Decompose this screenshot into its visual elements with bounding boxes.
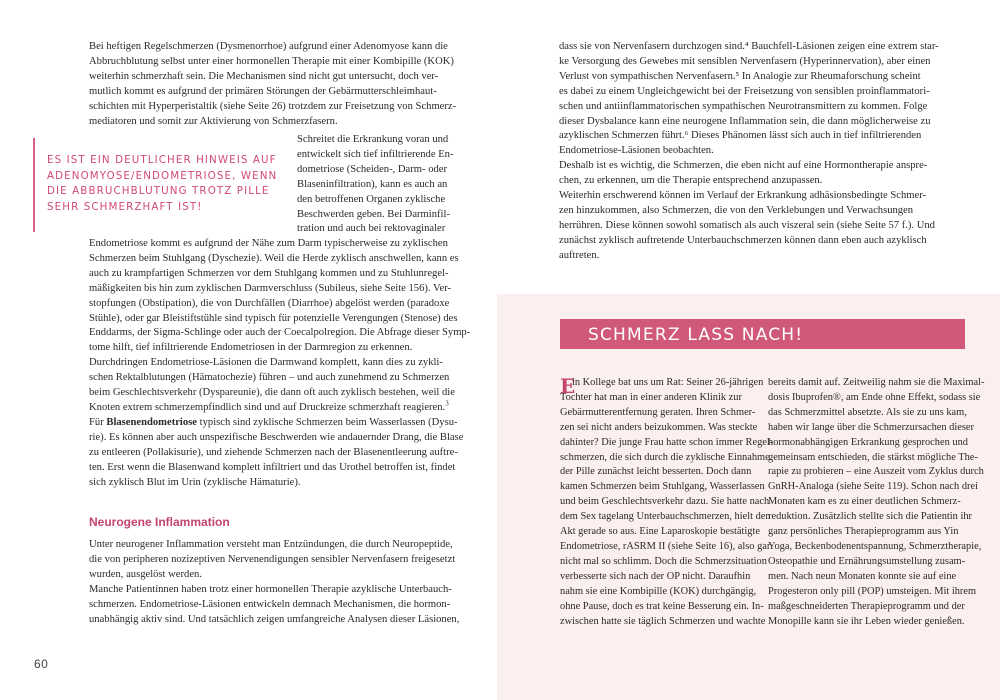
neurogenic-paragraph: Unter neurogener Inflammation versteht man Entzündungen, die durch Neuropeptide, die von peripheren nozizeptiven Nervenendigungen sensibler Nervenfasern freigesetzt wurden, ausgelöst werden. Manche Patientinnen haben trotz einer hormonellen Therapie azyklische Unterbauch- schmerzen. Endometriose-Läsionen entwickeln demnach Mechanismen, die hormon- unabhängig aktiv sind. Und tatsächlich zeigen umfangreiche Analysen dieser Läsionen, <box>89 539 460 625</box>
right-paragraph: dass sie von Nervenfasern durchzogen sind.⁴ Bauchfell-Läsionen zeigen eine extrem star- ke Versorgung des Gewebes mit sensiblen Nervenfasern (Hyperinnervation), aber einen Verlust von sympathischen Nervenfasern.⁵ In Analogie zur Rheumaforschung scheint es dabei zu einem Ungleichgewicht bei der Freisetzung von sensiblen proinflammatori- schen und antiinflammatorischen sympathischen Neurotransmittern zu kommen. Folge dieser Dysbalance kann eine neurogene Inflammation sein, die dann möglicherweise zu azyklischen Schmerzen führt.⁶ Dieses Phänomen lässt sich auch in tief infiltrierenden Endometriose-Läsionen beobachten. Deshalb ist es wichtig, die Schmerzen, die eben nicht auf eine Hormontherapie anspre- chen, zu erkennen, um die Therapie entsprechend anzupassen. Weiterhin erschwerend können im Verlauf der Erkrankung adhäsionsbedingte Schmer- zen hinzukommen, also Schmerzen, die von den Verklebungen und Verwachsungen herrühren. Diese können sowohl somatisch als auch viszeral sein (siehe Seite 57 f.). Und zunächst zyklisch auftretende Unterbauchschmerzen können dann eben auch azyklisch auftreten. <box>559 41 939 261</box>
narrow-paragraph: Schreitet die Erkrankung voran und entwickelt sich tief infiltrierende En- dometriose (Scheiden-, Darm- oder Blaseninfiltration), kann es auch an den betroffenen Organen zyklische Beschwerden geben. Bei Darminfil- tration und auch bei rektovaginaler <box>297 134 454 235</box>
bowel-paragraph: Endometriose kommt es aufgrund der Nähe zum Darm typischerweise zu zyklischen Schmerzen beim Stuhlgang (Dyschezie). Weil die Herde zyklisch anschwellen, kann es auch zu krampfartigen Schmerzen vor dem Stuhlgang kommen und zu Stuhlunregel- mäßigkeiten bis hin zum zyklischen Darmverschluss (Subileus, siehe Seite 156). Ver- stopfungen (Obstipation), die von Durchfällen (Diarrhoe) abgelöst werden (paradoxe Stühle), oder gar Bleistiftstühle sind typisch für potenzielle Verengungen (Stenose) des Enddarms, der Sigma-Schlinge oder auch der Coecalpolregion. Die Abfrage dieser Symp- tome hilft, tief infiltrierende Endometriosen in der Darmregion zu erkennen. Durchdringen Endometriose-Läsionen die Darmwand komplett, kann dies zu zykli- schen Rektalblutungen (Hämatochezie) führen – und auch zunehmend zu Schmerzen beim Geschlechtsverkehr (Dyspareunie), die dann oft auch zyklisch bestehen, weil die Knoten extrem schmerzempfindlich sind und auf Druckreize schmerzhaft reagieren.$^3$ Für Blasenendometriose typisch sind zyklische Schmerzen beim Wasserlassen (Dysu- rie). Es können aber auch unspezifische Beschwerden wie andauernder Drang, die Blase zu entleeren (Pollakisurie), und ziehende Schmerzen nach der Blasenentleerung auftre- ten. Erst wenn die Blasenwand komplett infiltriert und das Urothel betroffen ist, findet sich zyklisch Blut im Urin (zyklische Hämaturie). <box>89 238 471 488</box>
bladder-paragraph: Für Blasenendometriose typisch sind zyklische Schmerzen beim Wasserlassen (Dysu- <box>89 416 458 428</box>
pull-quote-text: ES IST EIN DEUTLICHER HINWEIS AUF ADENOMYOSE/ENDOMETRIOSE, WENN DIE ABBRUCHBLUTUNG TROTZ PILLE SEHR SCHMERZHAFT IST! <box>47 154 278 213</box>
drop-cap: E <box>560 374 576 398</box>
case-study-banner <box>560 319 965 349</box>
left-intro-paragraph: Bei heftigen Regelschmerzen (Dysmenorrhoe) aufgrund einer Adenomyose kann die Abbruchblutung selbst unter einer hormonellen Therapie mit einer Kombipille (KOK) weiterhin schmerzhaft sein. Die Mechanismen sind nicht gut untersucht, doch ver- mutlich kommt es aufgrund der primären Störungen der Gebärmutterschleimhaut- schichten mit Hyperperistaltik (siehe Seite 26) trotzdem zur Freisetzung von Schmerz- mediatoren und somit zur Aktivierung von Schmerzfasern. <box>89 41 457 127</box>
case-study-column-1: in Kollege bat uns um Rat: Seiner 26-jährigen Tochter hat man in einer anderen Klinik zur Gebärmutterentfernung geraten. Ihren Schmer- zen sei nicht anders beizukommen. Was steckte dahinter? Die junge Frau hatte schon immer Regel- schmerzen, die sich durch die zyklische Einnahme der Pille zunächst leicht besserten. Doch dann kamen Schmerzen beim Stuhlgang, Wasserlassen und beim Geschlechtsverkehr dazu. Sie hatte nach dem Sex tagelang Unterbauchschmerzen, hielt den Akt gerade so aus. Eine Laparoskopie bestätigte Endometriose, rASRM II (siehe Seite 16), also gar nicht mal so schlimm. Doch die Schmerzsituation verbesserte sich nach der OP nicht. Daraufhin nahm sie eine Kombipille (KOK) durchgängig, ohne Pause, doch es trat keine Besserung ein. In- zwischen hatte sie täglich Schmerzen und wachte <box>560 377 774 627</box>
case-study-title: SCHMERZ LASS NACH! <box>588 325 804 345</box>
pull-quote <box>33 138 278 232</box>
section-subheading: Neurogene Inflammation <box>89 515 230 529</box>
pull-quote-bar <box>33 138 35 232</box>
case-study-column-2: bereits damit auf. Zeitweilig nahm sie die Maximal- dosis Ibuprofen®, am Ende ohne Effekt, sodass sie das Schmerzmittel absetzte. Als sie zu uns kam, haben wir lange über die Schmerzursachen dieser hormonabhängigen Erkrankung gesprochen und gemeinsam entschieden, die stärkst mögliche The- rapie zu probieren – eine Auszeit vom Zyklus durch GnRH-Analoga (siehe Seite 119). Schon nach drei Monaten kam es zu einer deutlichen Schmerz- reduktion. Zusätzlich stellte sich die Patientin ihr ganz persönliches Therapieprogramm aus Yin Yoga, Beckenbodenentspannung, Schmerztherapie, Osteopathie und Ernährungsumstellung zusam- men. Nach neun Monaten konnte sie auf eine Progesteron only pill (POP) umsteigen. Mit ihrem maßgeschneiderten Therapieprogramm und der Monopille kann sie ihr Leben wieder genießen. <box>768 377 985 627</box>
bold-term: Blasenendometriose <box>106 416 198 428</box>
footnote-marker: 3 <box>445 399 449 408</box>
page-number: 60 <box>34 657 49 671</box>
